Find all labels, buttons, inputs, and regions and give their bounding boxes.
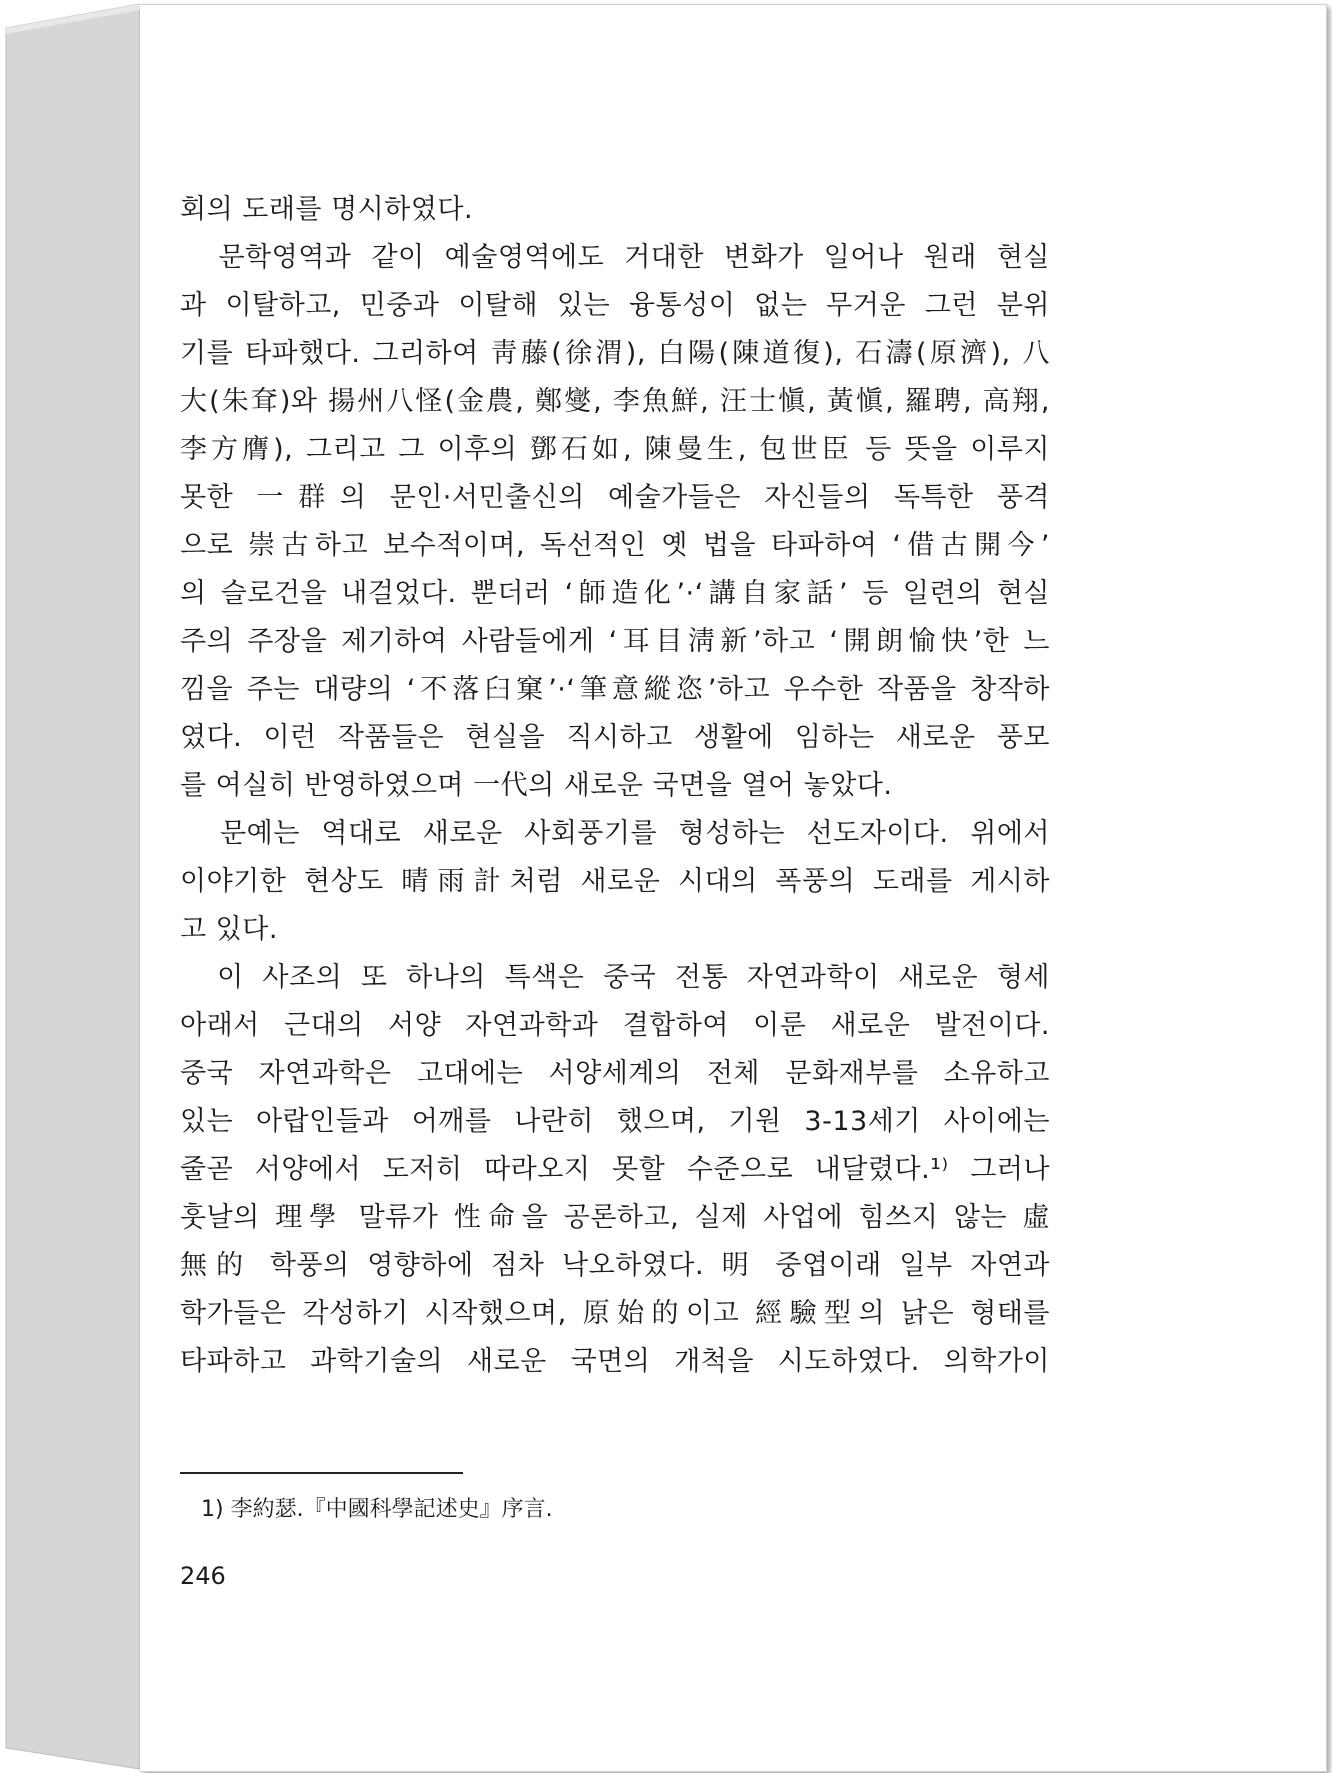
- text-line: 문예는 역대로 새로운 사회풍기를 형성하는 선도자이다. 위에서: [180, 818, 1050, 849]
- page-number: 246: [180, 1562, 226, 1590]
- text-line: 못한 一群의 문인·서민출신의 예술가들은 자신들의 독특한 풍격: [180, 482, 1050, 513]
- text-line: 고 있다.: [180, 914, 278, 945]
- text-line: 있는 아랍인들과 어깨를 나란히 했으며, 기원 3-13세기 사이에는: [180, 1106, 1050, 1137]
- text-line: 李方膺), 그리고 그 이후의 鄧石如, 陳曼生, 包世臣 등 뜻을 이루지: [180, 434, 1050, 465]
- text-line: 과 이탈하고, 민중과 이탈해 있는 융통성이 없는 무거운 그런 분위: [180, 290, 1050, 321]
- text-line: 아래서 근대의 서양 자연과학과 결합하여 이룬 새로운 발전이다.: [180, 1010, 1050, 1041]
- text-line: 회의 도래를 명시하였다.: [180, 194, 474, 225]
- text-line: 大(朱耷)와 揚州八怪(金農, 鄭燮, 李魚鮮, 汪士愼, 黃愼, 羅聘, 高翔,: [180, 386, 1050, 417]
- text-line: 낌을 주는 대량의 ‘不落臼窠’·‘筆意縱恣’하고 우수한 작품을 창작하: [180, 674, 1050, 705]
- text-line: 타파하고 과학기술의 새로운 국면의 개척을 시도하였다. 의학가이: [180, 1346, 1050, 1377]
- text-line: 학가들은 각성하기 시작했으며, 原始的이고 經驗型의 낡은 형태를: [180, 1298, 1050, 1329]
- text-line: 였다. 이런 작품들은 현실을 직시하고 생활에 임하는 새로운 풍모: [180, 722, 1050, 753]
- text-line: 이야기한 현상도 晴雨計처럼 새로운 시대의 폭풍의 도래를 게시하: [180, 866, 1050, 897]
- text-line: 훗날의 理學 말류가 性命을 공론하고, 실제 사업에 힘쓰지 않는 虛: [180, 1202, 1050, 1233]
- footnote-divider: [180, 1472, 463, 1474]
- footnote: 1) 李約瑟.『中國科學記述史』序言.: [201, 1497, 553, 1522]
- text-line: 이 사조의 또 하나의 특색은 중국 전통 자연과학이 새로운 형세: [180, 962, 1050, 993]
- text-line: 줄곧 서양에서 도저히 따라오지 못할 수준으로 내달렸다.¹⁾ 그러나: [180, 1154, 1050, 1185]
- text-line: 중국 자연과학은 고대에는 서양세계의 전체 문화재부를 소유하고: [180, 1058, 1050, 1089]
- text-line: 를 여실히 반영하였으며 一代의 새로운 국면을 열어 놓았다.: [180, 770, 893, 801]
- text-line: 주의 주장을 제기하여 사람들에게 ‘耳目淸新’하고 ‘開朗愉快’한 느: [180, 626, 1050, 657]
- text-line: 으로 崇古하고 보수적이며, 독선적인 옛 법을 타파하여 ‘借古開今’: [180, 530, 1050, 561]
- text-line: 문학영역과 같이 예술영역에도 거대한 변화가 일어나 원래 현실: [180, 242, 1050, 273]
- text-line: 기를 타파했다. 그리하여 靑藤(徐渭), 白陽(陳道復), 石濤(原濟), 八: [180, 338, 1050, 369]
- text-line: 無的 학풍의 영향하에 점차 낙오하였다. 明 중엽이래 일부 자연과: [180, 1250, 1050, 1281]
- text-line: 의 슬로건을 내걸었다. 뿐더러 ‘師造化’·‘講自家話’ 등 일련의 현실: [180, 578, 1050, 609]
